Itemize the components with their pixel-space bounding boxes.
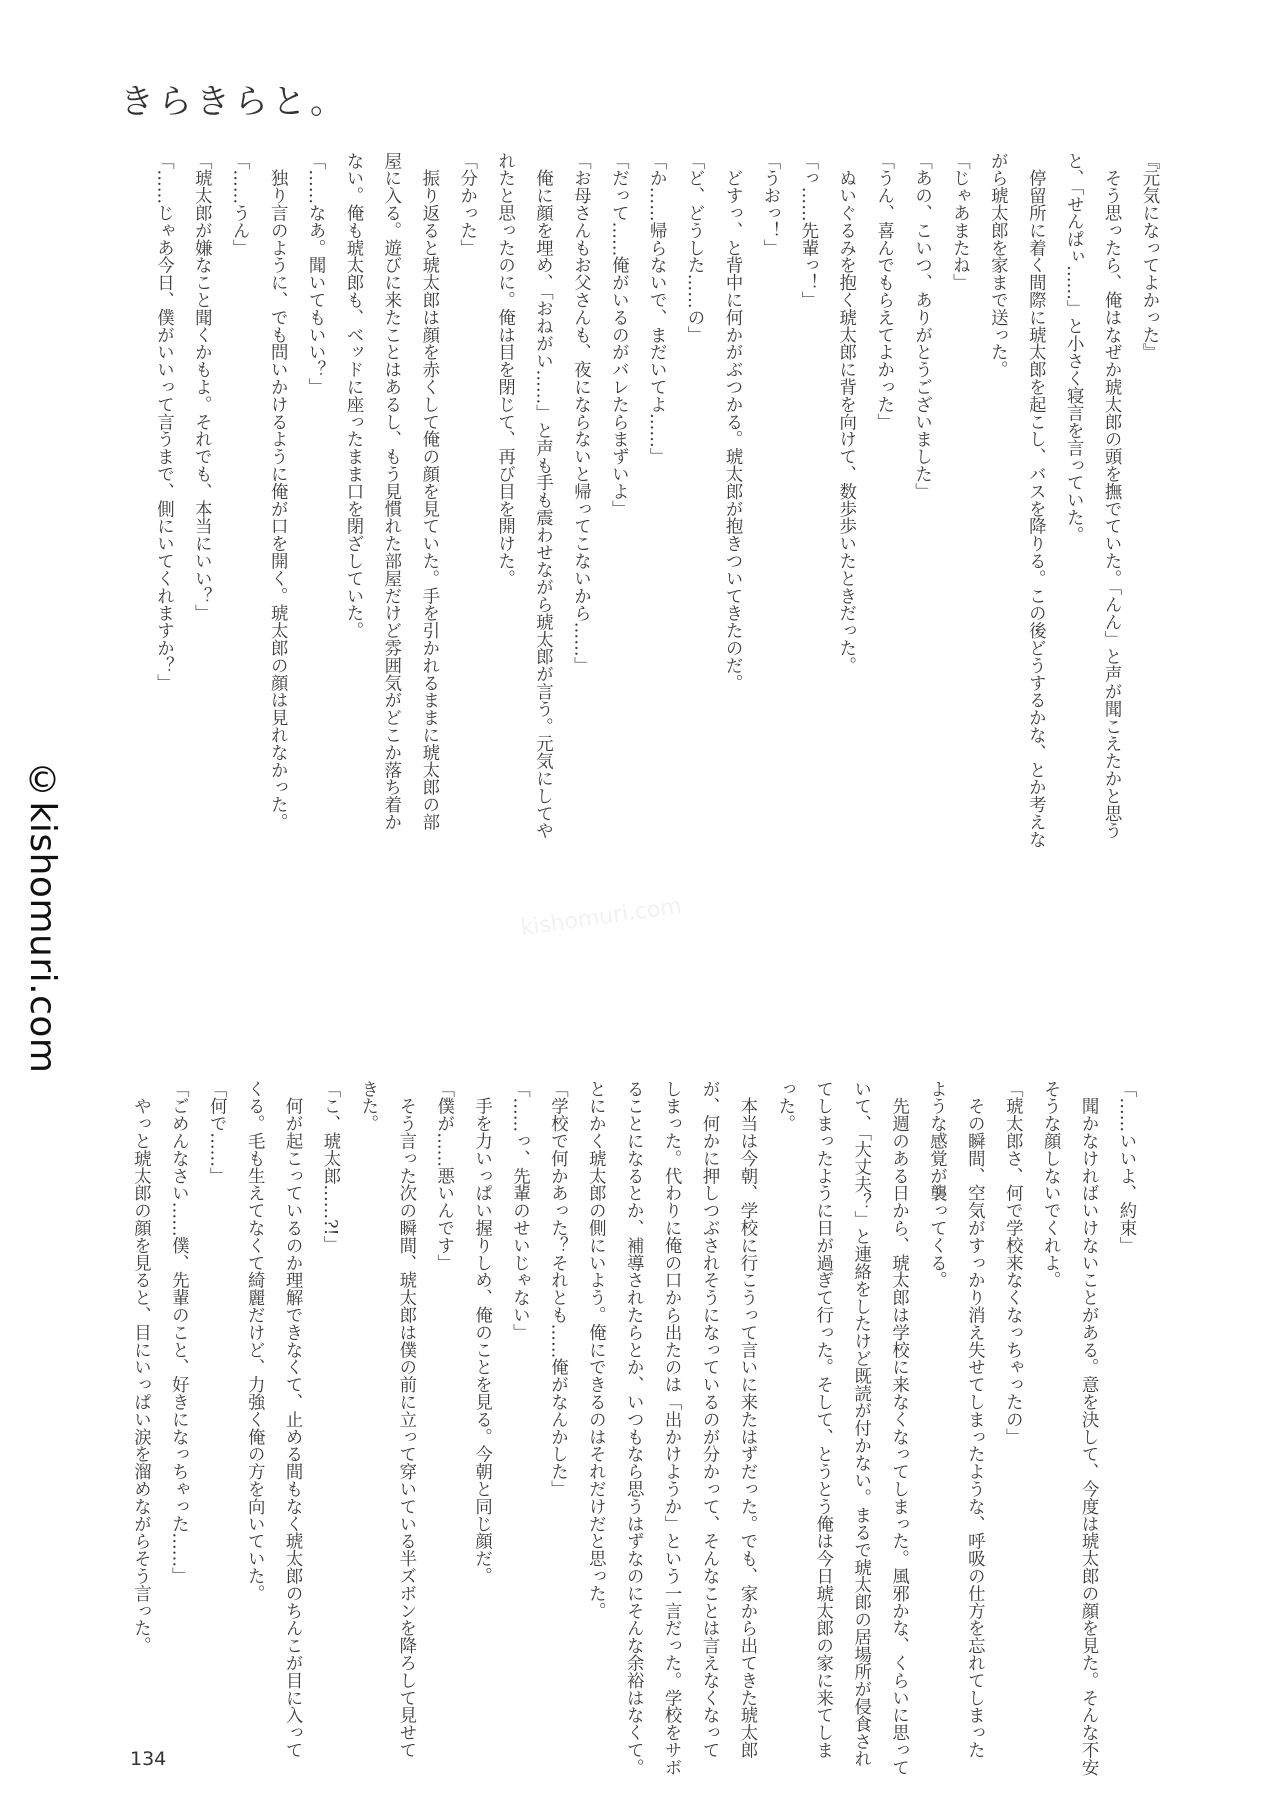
- text-column: 「うおっ！」: [759, 152, 780, 257]
- text-column: いて、「大丈夫？」と連絡をしたけど既読が付かない。まるで琥太郎の居場所が侵食され: [850, 1080, 871, 1768]
- text-column: 「琥太郎さ、何で学校来なくなっちゃったの」: [1002, 1080, 1023, 1446]
- text-block-top: [144, 152, 1167, 862]
- text-column: 独り言のように、でも問いかけるように俺が口を開く。琥太郎の顔は見れなかった。: [267, 152, 288, 831]
- text-column: 「……いいよ、約束」: [1116, 1080, 1136, 1254]
- text-column: 「ごめんなさい……僕、先輩のこと、好きになっちゃった……」: [168, 1080, 189, 1585]
- text-column: ような感覚が襲ってくる。: [926, 1080, 947, 1289]
- text-column: 「か……帰らないで、まだいてよ……」: [646, 152, 667, 466]
- text-column: 振り返ると琥太郎は顔を赤くして俺の顔を見ていた。手を引かれるままに琥太郎の部: [418, 152, 439, 831]
- text-column: 「琥太郎が嫌なこと聞くかもよ。それでも、本当にいい？」: [191, 152, 212, 622]
- text-column: が、何かに押しつぶされそうになっているのが分かって、そんなことは言えなくなって: [699, 1080, 720, 1759]
- text-column: 屋に入る。遊びに来たことはあるし、もう見慣れた部屋だけど雰囲気がどこか落ち着か: [380, 152, 401, 831]
- text-column: 「こ、琥太郎……?!」: [319, 1080, 340, 1253]
- text-column: 「僕が……悪いんです」: [433, 1080, 454, 1272]
- text-column: がら琥太郎を家まで送った。: [987, 152, 1008, 379]
- text-column: 聞かなければいけないことがある。意を決して、今度は琥太郎の顔を見た。そんな不安: [1078, 1080, 1099, 1776]
- text-column: 「学校で何かあった？それとも……俺がなんかした」: [547, 1080, 568, 1498]
- text-column: 「ど、どうした……の」: [684, 152, 705, 344]
- text-column: とにかく琥太郎の側にいよう。俺にできるのはそれだけだと思った。: [585, 1080, 606, 1620]
- text-column: やっと琥太郎の顔を見ると、目にいっぱい涙を溜めながらそう言った。: [130, 1080, 151, 1655]
- chapter-title: きらきらと。: [120, 82, 348, 122]
- text-column: 「じゃあまたね」: [949, 152, 970, 292]
- text-block-bottom: [121, 1080, 1144, 1790]
- text-column: 「……なあ。聞いてもいい？」: [305, 152, 326, 396]
- text-column: 手を力いっぱい握りしめ、俺のことを見る。今朝と同じ顔だ。: [471, 1080, 492, 1585]
- text-column: 「っ……先輩っ！」: [797, 152, 818, 309]
- text-column: 本当は今朝、学校に行こうって言いに来たはずだった。でも、家から出てきた琥太郎: [736, 1080, 757, 1759]
- text-column: 「……うん」: [229, 152, 250, 257]
- text-column: ない。俺も琥太郎も、ベッドに座ったまま口を閉ざしていた。: [342, 152, 363, 640]
- text-column: 「……っ、先輩のせいじゃない」: [509, 1080, 530, 1341]
- watermark: kishomuri.com: [519, 893, 684, 942]
- text-column: ることになるとか、補導されたらとか、いつもなら思うはずなのにそんな余裕はなくて。: [623, 1080, 644, 1776]
- text-column: 「あの、こいつ、ありがとうございました」: [911, 152, 932, 500]
- text-column: てしまったように日が過ぎて行った。そして、とうとう俺は今日琥太郎の家に来てしま: [812, 1080, 833, 1759]
- text-column: きた。: [357, 1080, 378, 1133]
- page-number: 134: [130, 1748, 167, 1770]
- text-column: しまった。代わりに俺の口から出たのは「出かけようか」という一言だった。学校をサボ: [661, 1080, 682, 1776]
- text-column: ぬいぐるみを抱く琥太郎に背を向けて、数歩歩いたときだった。: [835, 152, 856, 674]
- text-column: そうな顔しないでくれよ。: [1040, 1080, 1061, 1289]
- text-column: 「お母さんもお父さんも、夜にならないと帰ってこないから……」: [570, 152, 591, 674]
- text-column: と、「せんぱぃ……」と小さく寝言を言っていた。: [1063, 152, 1084, 544]
- text-column: 俺に顔を埋め、「おねがい……」と声も手も震わせながら琥太郎が言う。元気にしてや: [532, 152, 553, 840]
- text-column: 『元気になってよかった』: [1139, 152, 1159, 361]
- copyright-notice: ©kishomuri.com: [22, 760, 63, 1074]
- text-column: 何が起こっているのか理解できなくて、止める間もなく琥太郎のちんこが目に入って: [282, 1080, 303, 1759]
- text-column: そう言った次の瞬間、琥太郎は僕の前に立って穿いている半ズボンを降ろして見せて: [395, 1080, 416, 1759]
- text-column: そう思ったら、俺はなぜか琥太郎の頭を撫でていた。「んん」と声が聞こえたかと思う: [1101, 152, 1122, 840]
- text-column: どすっ、と背中に何かがぶつかる。琥太郎が抱きついてきたのだ。: [722, 152, 743, 692]
- text-column: れたと思ったのに。俺は目を閉じて、再び目を開けた。: [494, 152, 515, 587]
- text-column: 先週のある日から、琥太郎は学校に来なくなってしまった。風邪かな、くらいに思って: [888, 1080, 909, 1776]
- text-column: 「うん、喜んでもらえてよかった」: [873, 152, 894, 431]
- text-column: った。: [774, 1080, 795, 1133]
- text-column: その瞬間、空気がすっかり消え失せてしまったような、呼吸の仕方を忘れてしまった: [964, 1080, 985, 1759]
- text-column: 「分かった」: [456, 152, 477, 257]
- text-column: 「だって……俺がいるのがバレたらまずいよ」: [608, 152, 629, 518]
- text-column: 「何で……」: [206, 1080, 227, 1185]
- text-column: くる。毛も生えてなくて綺麗だけど、力強く俺の方を向いていた。: [244, 1080, 265, 1602]
- text-column: 「……じゃあ今日、僕がいいって言うまで、側にいてくれますか？」: [153, 152, 174, 692]
- text-column: 停留所に着く間際に琥太郎を起こし、バスを降りる。この後どうするかな、とか考えな: [1025, 152, 1046, 848]
